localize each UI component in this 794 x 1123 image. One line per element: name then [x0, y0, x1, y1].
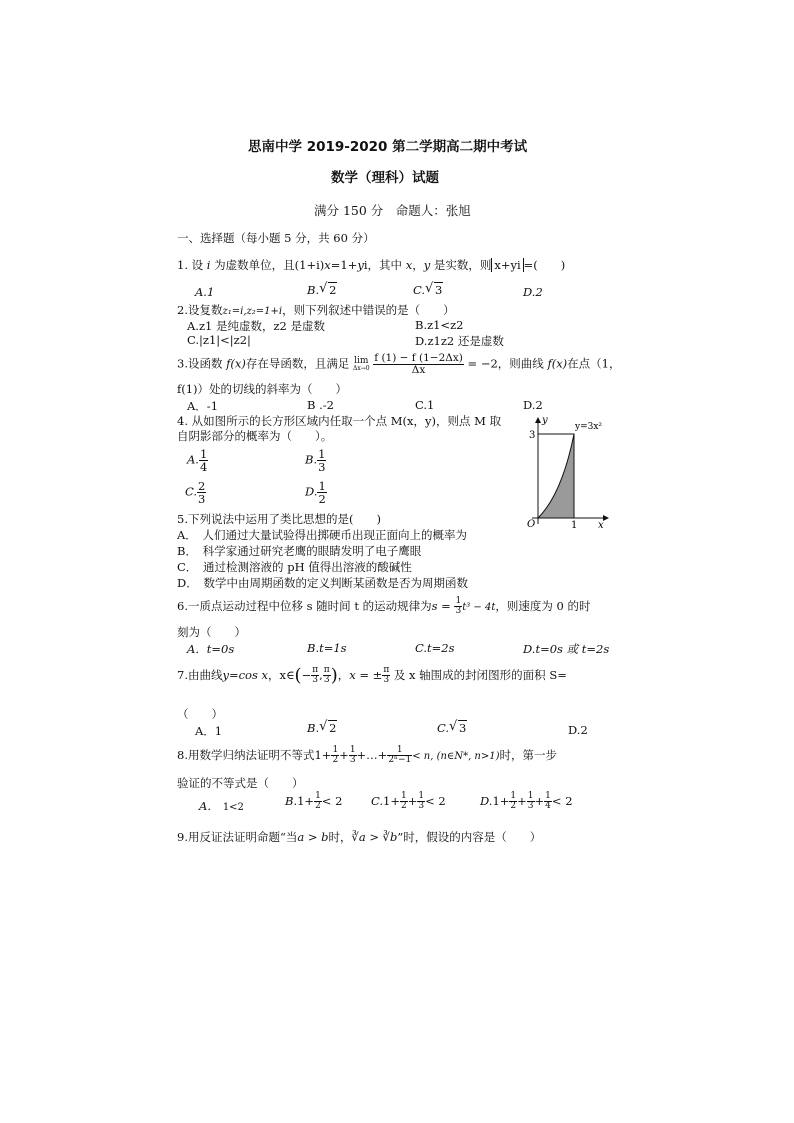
- question-7-option-c[interactable]: C.√ 3: [437, 721, 467, 735]
- question-4-option-d[interactable]: D. $\frac{1}{2}$: [305, 479, 326, 507]
- question-7-paren: （ ）: [177, 707, 223, 721]
- question-3-option-d[interactable]: D.2: [523, 398, 543, 412]
- section-title: 一、选择题（每小题 5 分，共 60 分）: [177, 231, 375, 245]
- question-3-stem: 3.设函数 f(x)存在导函数，且满足 lim Δx→0 $\frac{f (1) - f (1-2\Delta x)}{\Delta x}$ = −2，则曲线 f(x)在点（1，: [177, 352, 621, 377]
- question-6-stem-line2: 刻为（ ）: [177, 625, 246, 639]
- question-7-option-d[interactable]: D.2: [568, 723, 588, 737]
- question-8-stem-line2: 验证的不等式是（ ）: [177, 776, 304, 790]
- question-1-option-d[interactable]: D.2: [523, 285, 543, 299]
- question-2-option-d[interactable]: D.z1z2 还是虚数: [415, 334, 504, 348]
- question-1-option-a[interactable]: A.1: [195, 285, 215, 299]
- x-axis-label: x: [598, 520, 604, 530]
- question-8-option-d[interactable]: D.1+ $\frac{1}{2}$ + $\frac{1}{3}$ + $\frac{1}{4}$ < 2: [480, 791, 573, 812]
- question-5-option-c[interactable]: C． 通过检测溶液的 pH 值得出溶液的酸碱性: [177, 560, 412, 574]
- question-4-stem-line2: 自阴影部分的概率为（ ）。: [177, 429, 333, 443]
- exam-title: 思南中学 2019-2020 第二学期高二期中考试: [248, 139, 528, 155]
- question-4-stem: 4. 从如图所示的长方形区域内任取一个点 M(x，y)，则点 M 取: [177, 414, 502, 428]
- y-tick-label: 3: [529, 430, 536, 441]
- question-6-option-d[interactable]: D.t=0s 或 t=2s: [523, 642, 610, 656]
- question-3-option-b[interactable]: B .-2: [307, 398, 334, 412]
- question-1-option-c[interactable]: C.√ 3: [413, 283, 443, 297]
- question-8-option-a[interactable]: A． 1<2: [199, 799, 244, 813]
- x-tick-label: 1: [571, 520, 578, 530]
- question-6-stem: 6.一质点运动过程中位移 s 随时间 t 的运动规律为s = $\frac{1}{3}$ t³ − 4t，则速度为 0 的时: [177, 596, 591, 617]
- question-1-stem: 1. 设 i 为虚数单位，且(1+i)x=1+yi，其中 x，y 是实数，则 x+yi =( ): [177, 258, 566, 272]
- question-7-option-a[interactable]: A．1: [195, 724, 223, 738]
- question-4-option-a[interactable]: A. $\frac{1}{4}$: [187, 447, 208, 475]
- question-3-stem-line2: f(1)）处的切线的斜率为（ ）: [177, 382, 348, 396]
- question-8-option-b[interactable]: B.1+ $\frac{1}{2}$ < 2: [285, 791, 343, 812]
- question-7-option-b[interactable]: B.√ 2: [307, 721, 337, 735]
- question-2-option-c[interactable]: C.|z1|<|z2|: [187, 333, 251, 347]
- shaded-region: [538, 434, 574, 518]
- question-2-option-a[interactable]: A.z1 是纯虚数，z2 是虚数: [187, 319, 326, 333]
- question-5-option-a[interactable]: A． 人们通过大量试验得出掷硬币出现正面向上的概率为: [177, 528, 468, 542]
- question-2-stem: 2.设复数z₁=i,z₂=1+i，则下列叙述中错误的是（ ）: [177, 303, 455, 317]
- question-6-option-a[interactable]: A．t=0s: [187, 642, 235, 656]
- exam-meta: 满分 150 分 命题人：张旭: [314, 203, 471, 218]
- question-3-option-c[interactable]: C.1: [415, 398, 435, 412]
- question-5-stem: 5.下列说法中运用了类比思想的是( ): [177, 512, 381, 526]
- question-7-stem: 7.由曲线y=cos x，x∈(− $\frac{\pi}{3}$ , $\frac{\pi}{3}$ )，x = ± $\frac{\pi}{3}$ 及 x 轴围成的封闭图形的面积 S=: [177, 664, 567, 686]
- question-8-option-c[interactable]: C.1+ $\frac{1}{2}$ + $\frac{1}{3}$ < 2: [371, 791, 446, 812]
- question-4-figure: [522, 414, 612, 530]
- question-6-option-c[interactable]: C.t=2s: [415, 641, 455, 655]
- question-6-option-b[interactable]: B.t=1s: [307, 641, 347, 655]
- question-2-option-b[interactable]: B.z1<z2: [415, 318, 464, 332]
- exam-subtitle: 数学（理科）试题: [331, 170, 439, 186]
- question-3-option-a[interactable]: A．-1: [187, 399, 219, 413]
- question-9-stem: 9.用反证法证明命题“当a > b时，∛a > ∛b”时，假设的内容是（ ）: [177, 830, 542, 844]
- question-5-option-d[interactable]: D． 数学中由周期函数的定义判断某函数是否为周期函数: [177, 576, 468, 590]
- question-5-option-b[interactable]: B． 科学家通过研究老鹰的眼睛发明了电子鹰眼: [177, 544, 422, 558]
- question-1-option-b[interactable]: B.√ 2: [307, 283, 337, 297]
- y-axis-label: y: [542, 415, 548, 426]
- question-8-stem: 8.用数学归纳法证明不等式1+ $\frac{1}{2}$ + $\frac{1}{3}$ +…+ $\frac{1}{\text{2ⁿ−1}}$ < n, (n∈N*, n>1)时，第一步: [177, 745, 558, 766]
- origin-label: O: [527, 519, 536, 530]
- curve-label: y=3x²: [575, 422, 603, 432]
- question-4-option-b[interactable]: B. $\frac{1}{3}$: [305, 447, 326, 475]
- question-4-option-c[interactable]: C. $\frac{2}{3}$: [185, 479, 206, 507]
